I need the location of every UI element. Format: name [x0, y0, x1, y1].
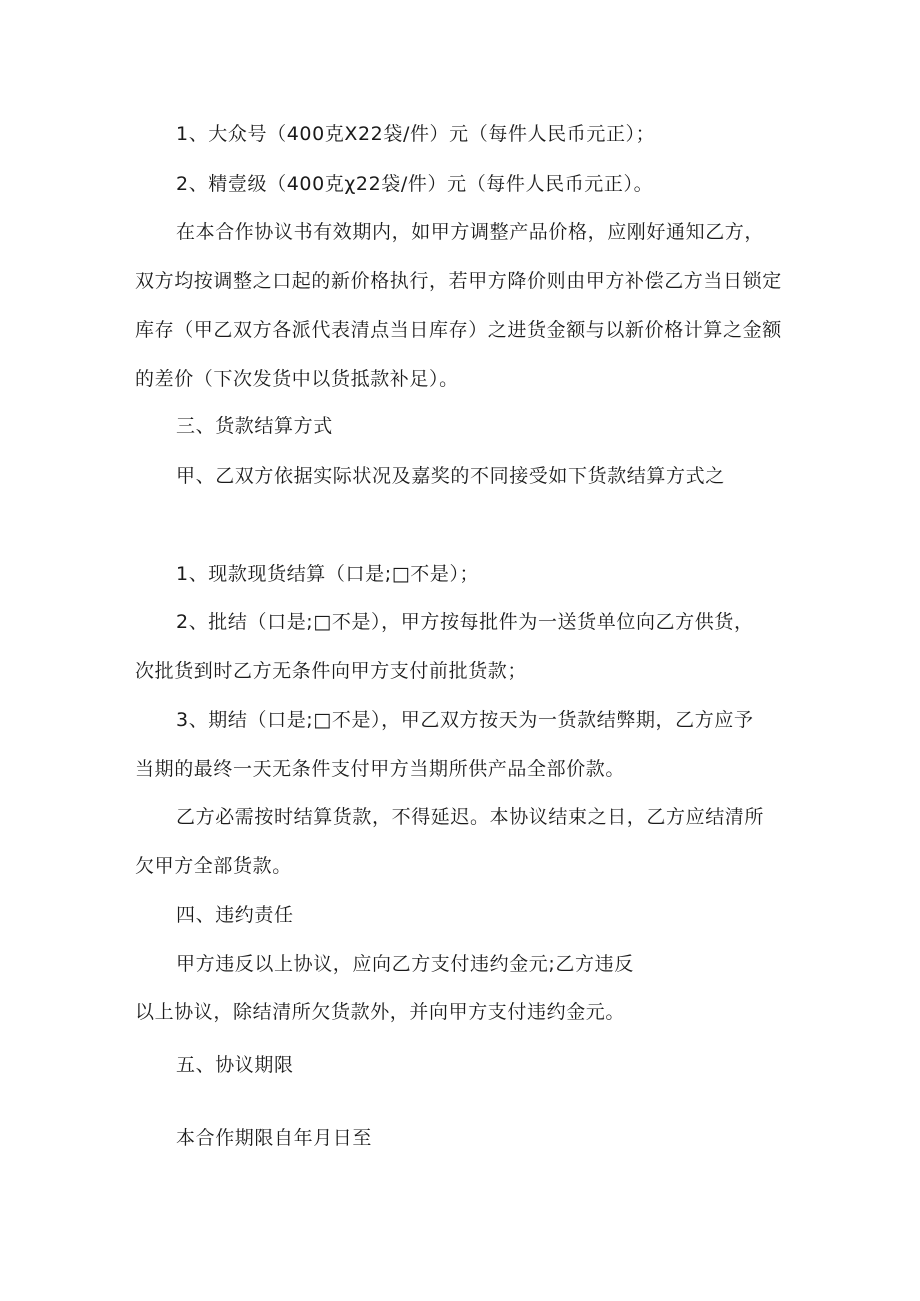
paragraph-line: 库存（甲乙双方各派代表清点当日库存）之进货金额与以新价格计算之金额	[135, 319, 782, 341]
settlement-option-2: 2、批结（口是;□不是），甲方按每批件为一送货单位向乙方供货，	[176, 611, 754, 633]
settlement-option-1: 1、现款现货结算（口是;□不是）；	[176, 563, 480, 585]
paragraph-line: 当期的最终一天无条件支付甲方当期所供产品全部价款。	[135, 758, 626, 780]
paragraph-line: 乙方必需按时结算货款，不得延迟。本协议结束之日，乙方应结清所	[176, 806, 765, 828]
paragraph-line: 的差价（下次发货中以货抵款补足）。	[135, 368, 459, 390]
paragraph-line: 甲方违反以上协议，应向乙方支付违约金元;乙方违反	[176, 953, 634, 975]
paragraph-line: 以上协议，除结清所欠货款外，并向甲方支付违约金元。	[135, 1001, 626, 1023]
paragraph-line: 本合作期限自年月日至	[176, 1127, 373, 1149]
paragraph-line: 甲、乙双方依据实际状况及嘉奖的不同接受如下货款结算方式之	[176, 465, 725, 487]
paragraph-line: 次批货到时乙方无条件向甲方支付前批货款；	[135, 660, 528, 682]
settlement-option-3: 3、期结（口是;□不是），甲乙双方按天为一货款结弊期，乙方应予	[176, 709, 754, 731]
paragraph-line: 在本合作协议书有效期内，如甲方调整产品价格，应刚好通知乙方，	[176, 221, 765, 243]
section-heading: 五、协议期限	[176, 1054, 294, 1076]
paragraph-line: 欠甲方全部货款。	[135, 855, 292, 877]
price-item-1: 1、大众号（400克X22袋/件）元（每件人民币元正）；	[176, 123, 656, 145]
price-item-2: 2、精壹级（400克χ22袋/件）元（每件人民币元正）。	[176, 173, 654, 195]
section-heading: 三、货款结算方式	[176, 415, 333, 437]
section-heading: 四、违约责任	[176, 904, 294, 926]
paragraph-line: 双方均按调整之口起的新价格执行，若甲方降价则由甲方补偿乙方当日锁定	[135, 270, 782, 292]
